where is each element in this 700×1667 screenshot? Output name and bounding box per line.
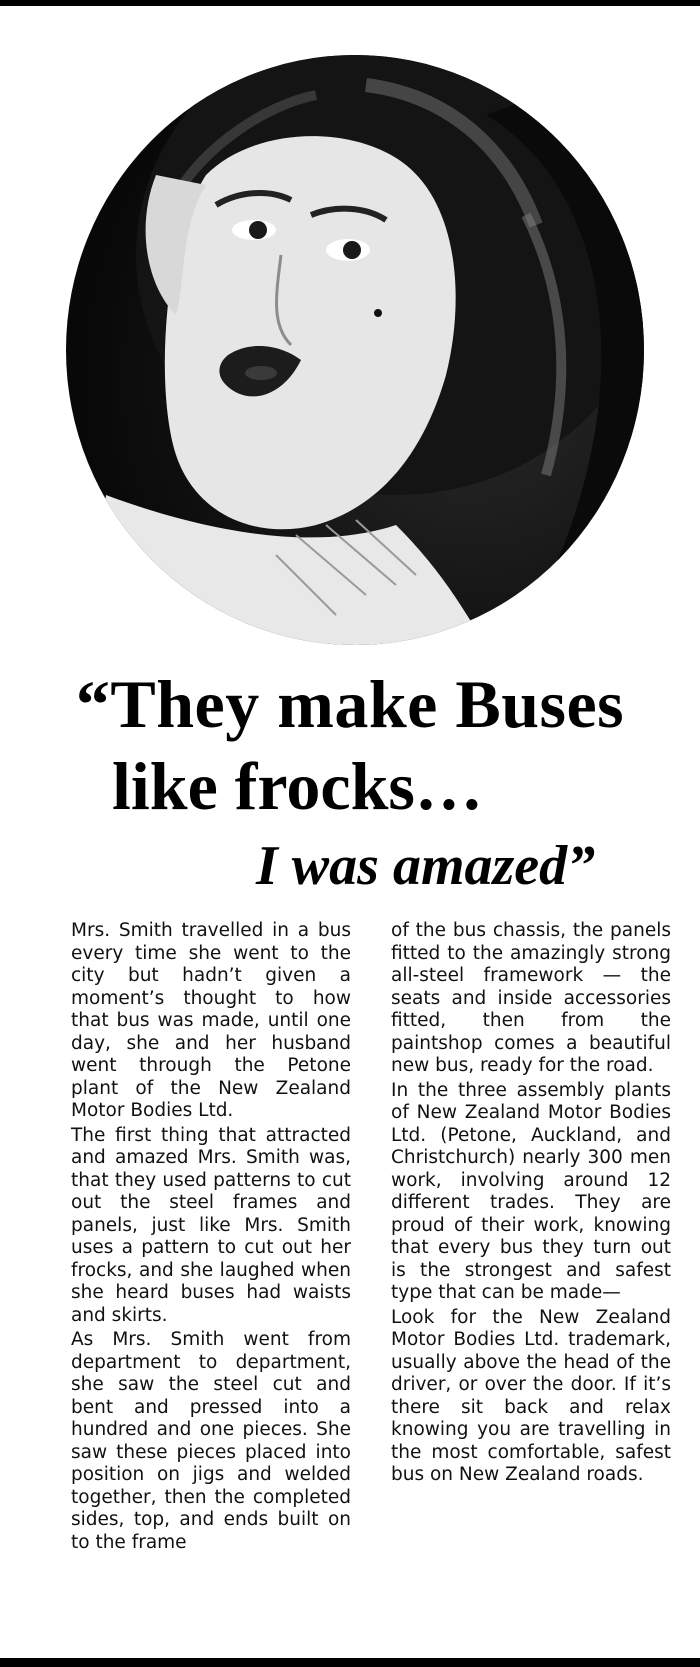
article-column-right: [391, 920, 671, 1556]
headline-line-3: I was amazed”: [256, 835, 596, 897]
article-column-left: [71, 920, 351, 1556]
paragraph: of the bus chassis, the panels fitted to the amazingly strong all-steel framework — the seats and inside accessories fitted, then from the paintshop comes a beautiful new bus, ready for the road.: [391, 920, 671, 1076]
top-rule: [0, 0, 700, 6]
article-body: [71, 920, 671, 1556]
paragraph: The first thing that attracted and amazed Mrs. Smith was, that they used patterns to cut out the steel frames and panels, just like Mrs. Smith uses a pattern to cut out her frocks, and she laughed when she heard buses had waists and skirts.: [71, 1124, 351, 1326]
headline-line-1: “They make Buses: [75, 666, 625, 742]
paragraph: As Mrs. Smith went from department to department, she saw the steel cut and bent and pressed into a hundred and one pieces. She saw these pieces placed into position on jigs and welded together, then the completed sides, top, and ends built on to the frame: [71, 1329, 351, 1553]
woman-portrait-photo: [66, 55, 644, 645]
paragraph: Look for the New Zealand Motor Bodies Ltd. trademark, usually above the head of the driver, or over the door. If it’s there sit back and relax knowing you are travelling in the most comfortable, safest bus on New Zealand roads.: [391, 1306, 671, 1485]
paragraph: Mrs. Smith travelled in a bus every time she went to the city but hadn’t given a moment’s thought to how that bus was made, until one day, she and her husband went through the Petone plant of the New Zealand Motor Bodies Ltd.: [71, 920, 351, 1121]
paragraph: In the three assembly plants of New Zealand Motor Bodies Ltd. (Petone, Auckland, and Christchurch) nearly 300 men work, involving around 12 different trades. They are proud of their work, knowing that every bus they turn out is the strongest and safest type that can be made—: [391, 1079, 671, 1303]
bottom-rule: [0, 1658, 700, 1667]
headline-line-2: like frocks…: [112, 748, 483, 824]
